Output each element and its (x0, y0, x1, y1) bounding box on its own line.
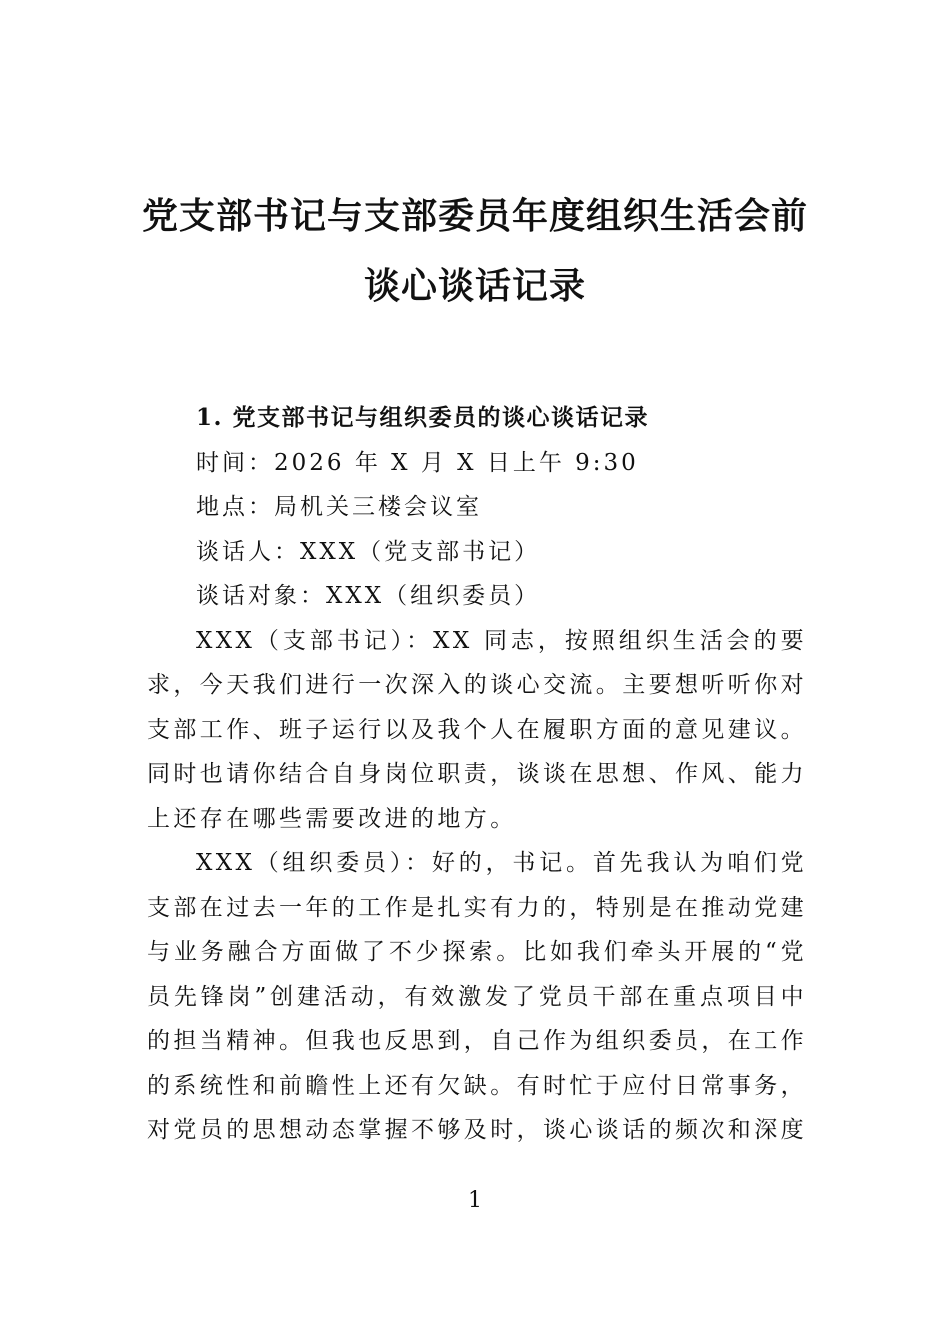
paragraph-organization-member: XXX（组织委员）：好的，书记。首先我认为咱们党支部在过去一年的工作是扎实有力的，特别是在推动党建与业务融合方面做了不少探索。比如我们牵头开展的“党员先锋岗”创建活动，有效激发了党员干部在重点项目中的担当精神。但我也反思到，自己作为组织委员，在工作的系统性和前瞻性上还有欠缺。有时忙于应付日常事务，对党员的思想动态掌握不够及时，谈心谈话的频次和深度 (147, 850, 807, 1143)
document-title-line-1: 党支部书记与支部委员年度组织生活会前 (141, 195, 808, 237)
meta-place: 地点：局机关三楼会议室 (196, 494, 482, 520)
meta-target: 谈话对象：XXX（组织委员） (196, 583, 541, 609)
page-number: 1 (468, 1188, 482, 1213)
meta-speaker: 谈话人：XXX（党支部书记） (196, 538, 541, 565)
paragraph-secretary: XXX（支部书记）：XX 同志，按照组织生活会的要求，今天我们进行一次深入的谈心交流。主要想听听你对支部工作、班子运行以及我个人在履职方面的意见建议。同时也请你结合自身岗位职责，谈谈在思想、作风、能力上还存在哪些需要改进的地方。 (147, 627, 807, 832)
section-heading: 1. 党支部书记与组织委员的谈心谈话记录 (196, 404, 650, 431)
document-title-line-2: 谈心谈话记录 (363, 265, 586, 307)
document-body (147, 396, 807, 1153)
meta-time: 时间：2026 年 X 月 X 日上午 9:30 (196, 449, 639, 476)
